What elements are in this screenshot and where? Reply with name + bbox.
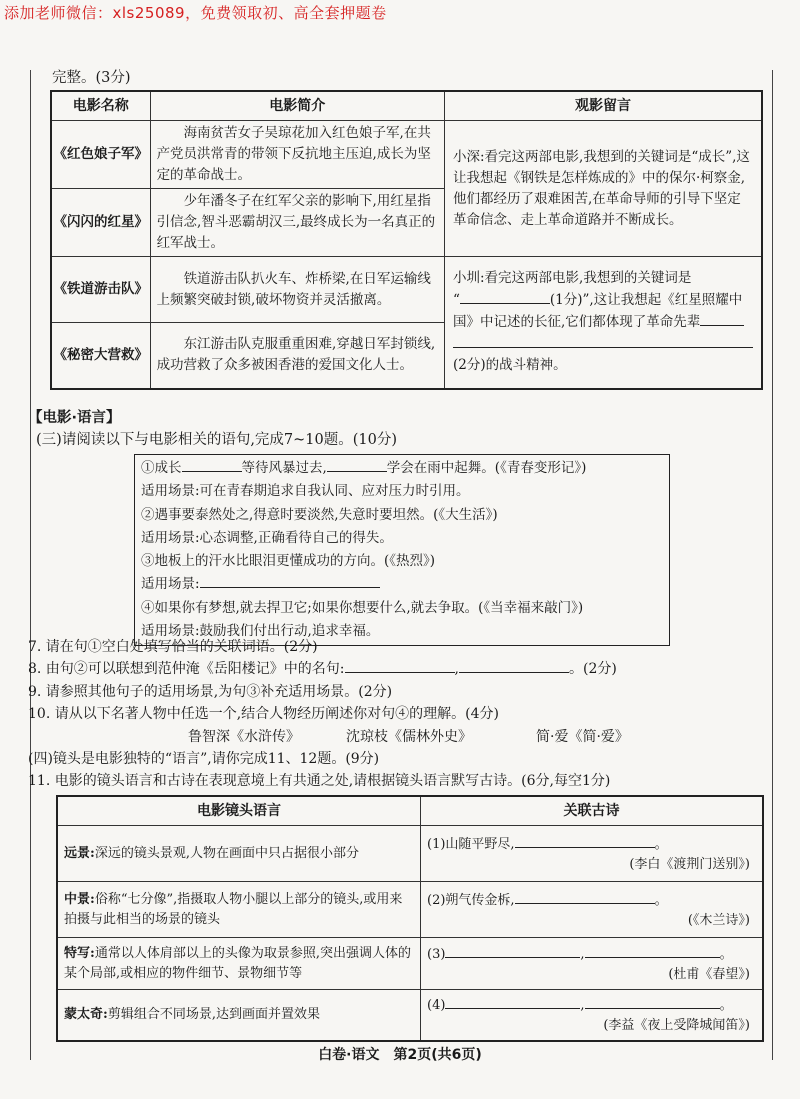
comment-xiaozhen: 小圳:看完这两部电影,我想到的关键词是 “ (1分)”,这让我想起《红星照耀中国》中记述的长征,它们都体现了革命先辈 (2分)的战斗精神。 (445, 257, 763, 389)
movie-name: 《红色娘子军》 (51, 121, 150, 189)
movie-name: 《秘密大营救》 (51, 323, 150, 389)
answer-blank[interactable] (585, 994, 720, 1009)
left-border (30, 70, 31, 1060)
answer-blank[interactable] (700, 311, 744, 326)
lens-row: 特写:通常以人体肩部以上的头像为取景参照,突出强调人体的某个局部,或相应的物件细节、景物细节等 (57, 938, 421, 990)
movie-intro: 少年潘冬子在红军父亲的影响下,用红星指引信念,智斗恶霸胡汉三,最终成长为一名真正的红军战士。 (150, 189, 444, 257)
section-tag: 【电影·语言】 (28, 410, 121, 426)
answer-blank[interactable] (515, 889, 655, 904)
quote-2: ②遇事要泰然处之,得意时要淡然,失意时要坦然。(《大生活》) (141, 506, 498, 523)
answer-blank[interactable] (585, 943, 720, 958)
lens-row: 蒙太奇:剪辑组合不同场景,达到画面并置效果 (57, 990, 421, 1042)
movie-name: 《闪闪的红星》 (51, 189, 150, 257)
scene-4: 适用场景:鼓励我们付出行动,追求幸福。 (141, 623, 380, 640)
answer-blank[interactable] (459, 658, 569, 673)
option-2: 沈琼枝《儒林外史》 (346, 729, 472, 745)
poem-cell: (2)朔气传金柝, 。 (《木兰诗》) (421, 882, 764, 938)
poem-cell: (3) , 。 (杜甫《春望》) (421, 938, 764, 990)
answer-blank[interactable] (445, 994, 580, 1009)
lens-row: 中景:俗称“七分像”,指摄取人物小腿以上部分的镜头,或用来拍摄与此相当的场景的镜头 (57, 882, 421, 938)
movie-intro: 海南贫苦女子吴琼花加入红色娘子军,在共产党员洪常青的带领下反抗地主压迫,成长为坚定的革命战士。 (150, 121, 444, 189)
movie-intro: 铁道游击队扒火车、炸桥梁,在日军运输线上频繁突破封锁,破坏物资并灵活撤离。 (150, 257, 444, 323)
answer-blank[interactable] (453, 333, 753, 348)
scene-3: 适用场景: (141, 576, 200, 593)
movie-intro: 东江游击队克服重重困难,穿越日军封锁线,成功营救了众多被困香港的爱国文化人士。 (150, 323, 444, 389)
watermark-text: 添加老师微信：xls25089，免费领取初、高全套押题卷 (4, 4, 387, 22)
header-movie-comment: 观影留言 (445, 91, 763, 121)
right-border (772, 70, 773, 1060)
answer-blank[interactable] (327, 457, 387, 472)
scene-2: 适用场景:心态调整,正确看待自己的得失。 (141, 529, 393, 546)
quote-3: ③地板上的汗水比眼泪更懂成功的方向。(《热烈》) (141, 553, 436, 570)
question-10: 10. 请从以下名著人物中任选一个,结合人物经历阐述你对句④的理解。(4分) (28, 706, 499, 722)
poem-cell: (1)山随平野尽, 。 (李白《渡荆门送别》) (421, 826, 764, 882)
option-1: 鲁智深《水浒传》 (188, 729, 300, 745)
question-11: 11. 电影的镜头语言和古诗在表现意境上有共通之处,请根据镜头语言默写古诗。(6分,每空1分) (28, 773, 611, 789)
option-3: 简·爱《简·爱》 (536, 729, 629, 745)
answer-blank[interactable] (445, 943, 580, 958)
quote-box: ①成长 等待风暴过去, 学会在雨中起舞。(《青春变形记》) 适用场景:可在青春期追求自我认同、应对压力时引用。 ②遇事要泰然处之,得意时要淡然,失意时要坦然。(《大生活》) 适用场景:心态调整,正确看待自己的得失。 ③地板上的汗水比眼泪更懂成功的方向。(《热烈》) 适用场景: ④如果你有梦想,就去捍卫它;如果你想要什么,就去争取。(《当幸福来敲门》) 适用场景:鼓励我们付出行动,追求幸福。 (134, 454, 670, 646)
scene-1: 适用场景:可在青春期追求自我认同、应对压力时引用。 (141, 483, 470, 500)
comment-xiaoshen: 小深:看完这两部电影,我想到的关键词是“成长”,这让我想起《钢铁是怎样炼成的》中的保尔·柯察金,他们都经历了艰难困苦,在革命导师的引导下坚定革命信念、走上革命道路并不断成长。 (445, 121, 763, 257)
movie-name: 《铁道游击队》 (51, 257, 150, 323)
lens-table (56, 795, 764, 1042)
header-movie-intro: 电影简介 (150, 91, 444, 121)
header-lens-language: 电影镜头语言 (57, 796, 421, 826)
quote-4: ④如果你有梦想,就去捍卫它;如果你想要什么,就去争取。(《当幸福来敲门》) (141, 599, 584, 616)
page-footer: 白卷·语文 第2页(共6页) (318, 1047, 482, 1063)
question-7: 7. 请在句①空白处填写恰当的关联词语。(2分) (28, 639, 318, 655)
poem-cell: (4) , 。 (李益《夜上受降城闻笛》) (421, 990, 764, 1042)
question-8: 8. 由句②可以联想到范仲淹《岳阳楼记》中的名句: , 。(2分) (28, 658, 617, 681)
section4-title: (四)镜头是电影独特的“语言”,请你完成11、12题。(9分) (28, 751, 380, 767)
answer-blank[interactable] (182, 457, 242, 472)
header-movie-name: 电影名称 (51, 91, 150, 121)
lens-row: 远景:深远的镜头景观,人物在画面中只占据很小部分 (57, 826, 421, 882)
intro-line: 完整。(3分) (52, 70, 131, 86)
section3-title: (三)请阅读以下与电影相关的语句,完成7~10题。(10分) (36, 432, 398, 448)
header-related-poem: 关联古诗 (421, 796, 764, 826)
question-9: 9. 请参照其他句子的适用场景,为句③补充适用场景。(2分) (28, 684, 393, 700)
movie-table (50, 90, 763, 390)
answer-blank[interactable] (345, 658, 455, 673)
answer-blank[interactable] (460, 289, 550, 304)
answer-blank[interactable] (515, 833, 655, 848)
answer-blank[interactable] (200, 573, 380, 588)
